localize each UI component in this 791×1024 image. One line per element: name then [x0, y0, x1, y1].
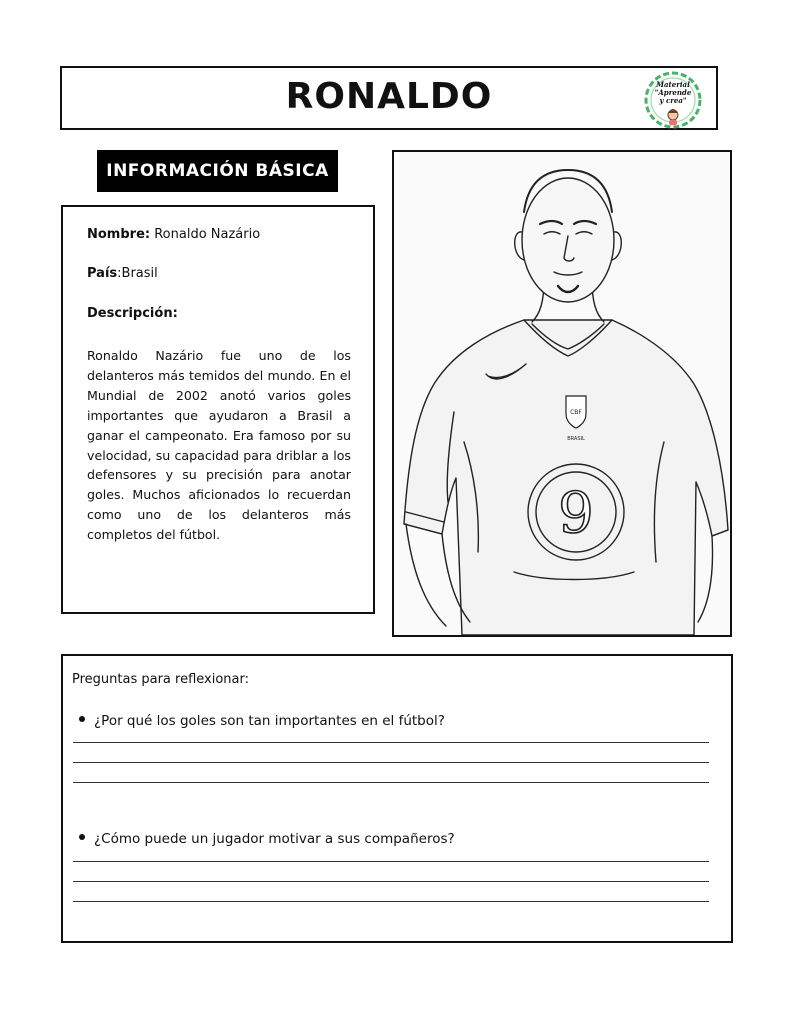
- questions-intro: Preguntas para reflexionar:: [72, 672, 250, 687]
- logo-text: Material "Aprende y crea": [654, 80, 692, 105]
- question-item: ¿Por qué los goles son tan importantes en el fútbol?: [79, 713, 445, 729]
- answer-line[interactable]: [73, 881, 709, 882]
- player-portrait: [392, 150, 732, 637]
- bullet-icon: [79, 834, 85, 840]
- bullet-icon: [79, 716, 85, 722]
- questions-box: [61, 654, 733, 943]
- brand-logo: [644, 71, 702, 129]
- answer-line[interactable]: [73, 861, 709, 862]
- answer-line[interactable]: [73, 901, 709, 902]
- title-box: [60, 66, 718, 130]
- description-text: Ronaldo Nazário fue uno de los delanteros más temidos del mundo. En el Mundial de 2002 anotó varios goles importantes que ayudaron a Brasil a ganar el campeonato. Era famoso por su velocidad, su capacidad para driblar a los defensores y su precisión para anotar goles. Muchos aficionados lo recuerdan como uno de los delanteros más completos del fútbol.: [87, 348, 351, 543]
- country-value: :Brasil: [117, 266, 158, 281]
- page-title: RONALDO: [285, 76, 493, 117]
- country-row: [87, 266, 158, 281]
- section-badge: INFORMACIÓN BÁSICA: [97, 150, 338, 192]
- answer-line[interactable]: [73, 742, 709, 743]
- name-row: [87, 227, 260, 242]
- question-item: ¿Cómo puede un jugador motivar a sus compañeros?: [79, 831, 455, 847]
- country-label: País: [87, 266, 118, 281]
- player-illustration: [394, 152, 730, 635]
- name-value: Ronaldo Nazário: [150, 227, 261, 242]
- crest-text: CBF: [570, 409, 582, 416]
- answer-line[interactable]: [73, 782, 709, 783]
- crest-icon: [566, 396, 586, 442]
- name-label: Nombre:: [87, 227, 151, 242]
- info-box: [61, 205, 375, 614]
- answer-line[interactable]: [73, 762, 709, 763]
- crest-caption: BRASIL: [567, 436, 585, 442]
- description-label: Descripción:: [87, 306, 178, 321]
- shirt-number: 9: [558, 481, 594, 546]
